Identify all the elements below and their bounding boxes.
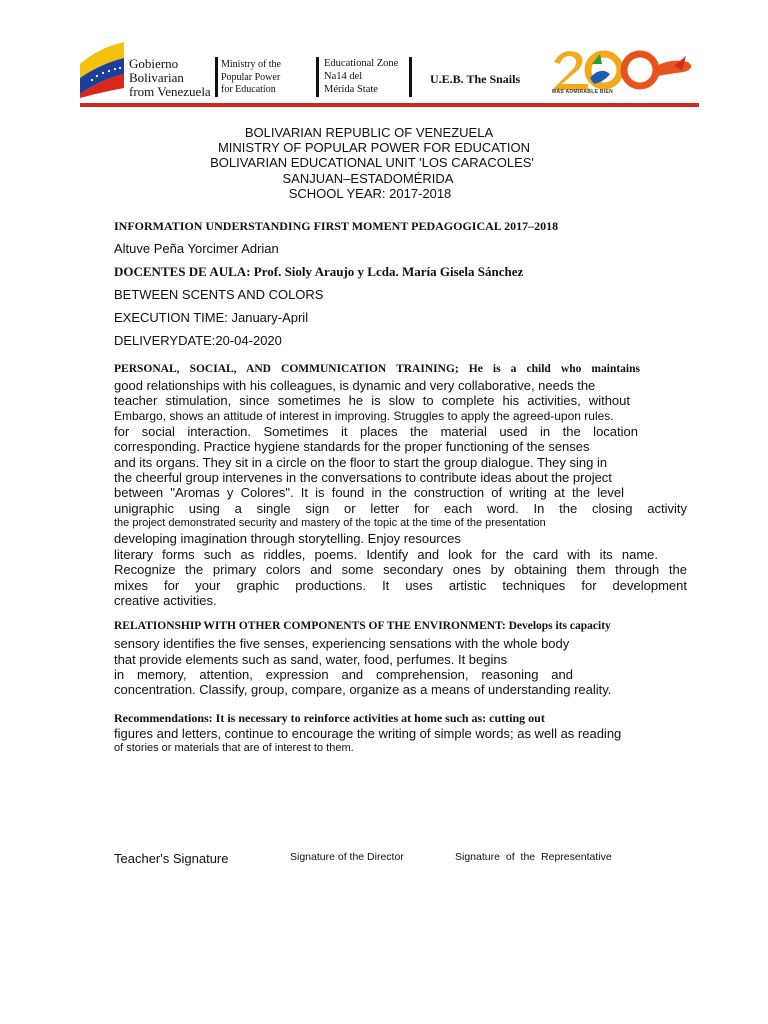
- paragraph-line: the cheerful group intervenes in the conversations to contribute ideas about the project: [114, 470, 612, 485]
- paragraph-line: that provide elements such as sand, water, food, perfumes. It begins: [114, 652, 508, 667]
- ministry-block: [221, 59, 281, 97]
- gov-logo-line1: Gobierno: [129, 56, 179, 71]
- paragraph-line: creative activities.: [114, 593, 217, 608]
- section-lead: PERSONAL, SOCIAL, AND COMMUNICATION TRAINING; He is a child who maintains: [114, 363, 640, 375]
- paragraph-line: unigraphic using a single sign or letter for each word. In the closing activity: [114, 501, 687, 516]
- title-line: BOLIVARIAN EDUCATIONAL UNIT 'LOS CARACOLES': [210, 155, 534, 170]
- ministry-line2: Popular Power: [221, 71, 281, 83]
- section-lead: RELATIONSHIP WITH OTHER COMPONENTS OF THE ENVIRONMENT: Develops its capacity: [114, 620, 611, 632]
- info-heading: INFORMATION UNDERSTANDING FIRST MOMENT PEDAGOGICAL 2017–2018: [114, 219, 559, 233]
- paragraph-line: between "Aromas y Colores". It is found in the construction of writing at the level: [114, 485, 624, 500]
- project-name: BETWEEN SCENTS AND COLORS: [114, 287, 324, 302]
- paragraph-line: literary forms such as riddles, poems. Identify and look for the card with its name.: [114, 547, 658, 562]
- section-lead: Recommendations: It is necessary to reinforce activities at home such as: cutting out: [114, 711, 545, 725]
- header-rule: [80, 103, 699, 107]
- header-divider: [316, 57, 319, 97]
- paragraph-line: of stories or materials that are of interest to them.: [114, 742, 354, 754]
- zone-block: [324, 57, 398, 96]
- paragraph-line: Recognize the primary colors and some secondary ones by obtaining them through the: [114, 562, 687, 577]
- title-line: SCHOOL YEAR: 2017-2018: [288, 186, 452, 201]
- header-divider: [409, 57, 412, 97]
- title-line: MINISTRY OF POPULAR POWER FOR EDUCATION: [217, 140, 531, 155]
- teacher-signature: Teacher's Signature: [114, 851, 229, 866]
- paragraph-line: Embargo, shows an attitude of interest in improving. Struggles to apply the agreed-upon rules.: [114, 409, 614, 423]
- zone-line2: Na14 del: [324, 71, 363, 82]
- student-name: Altuve Peña Yorcimer Adrian: [114, 241, 279, 256]
- paragraph-line: mixes for your graphic productions. It uses artistic techniques for development: [114, 578, 687, 593]
- paragraph-line: sensory identifies the five senses, experiencing sensations with the whole body: [114, 636, 570, 651]
- teachers: DOCENTES DE AULA: Prof. Sioly Araujo y Lcda. María Gisela Sánchez: [114, 264, 524, 279]
- ministry-line1: Ministry of the: [221, 59, 281, 70]
- gov-logo-text: [129, 57, 211, 99]
- paragraph-line: in memory, attention, expression and comprehension, reasoning and: [114, 667, 573, 682]
- execution-time: EXECUTION TIME: January-April: [114, 310, 309, 325]
- venezuela-flag-logo: [78, 42, 128, 98]
- ministry-line3: for Education: [221, 84, 276, 95]
- gov-logo-line2: Bolivarian: [129, 70, 184, 85]
- paragraph-line: figures and letters, continue to encourage the writing of simple words; as well as reading: [114, 726, 622, 741]
- paragraph-line: developing imagination through storytelling. Enjoy resources: [114, 531, 461, 546]
- delivery-date: DELIVERYDATE:20-04-2020: [114, 333, 282, 348]
- representative-signature: Signature of the Representative: [455, 851, 612, 863]
- director-signature: Signature of the Director: [290, 851, 404, 863]
- zone-line3: Mérida State: [324, 84, 378, 95]
- paragraph-line: good relationships with his colleagues, is dynamic and very collaborative, needs the: [114, 378, 596, 393]
- zone-line1: Educational Zone: [324, 58, 399, 69]
- paragraph-line: for social interaction. Sometimes it places the material used in the location: [114, 424, 638, 439]
- anniversary-caption: MÁS ADMIRABLE BIEN: [552, 89, 614, 95]
- paragraph-line: teacher stimulation, since sometimes he is slow to complete his activities, without: [114, 393, 630, 408]
- gov-logo-line3: from Venezuela: [129, 84, 211, 99]
- title-line: SANJUAN–ESTADOMÉRIDA: [282, 171, 454, 186]
- paragraph-line: concentration. Classify, group, compare, organize as a means of understanding reality.: [114, 682, 612, 697]
- paragraph-line: corresponding. Practice hygiene standards for the proper functioning of the senses: [114, 439, 590, 454]
- header-divider: [215, 57, 218, 97]
- paragraph-line: the project demonstrated security and mastery of the topic at the time of the presentation: [114, 517, 546, 529]
- title-line: BOLIVARIAN REPUBLIC OF VENEZUELA: [244, 125, 494, 140]
- school-name: U.E.B. The Snails: [430, 72, 521, 86]
- paragraph-line: and its organs. They sit in a circle on the floor to start the group dialogue. They sing in: [114, 455, 608, 470]
